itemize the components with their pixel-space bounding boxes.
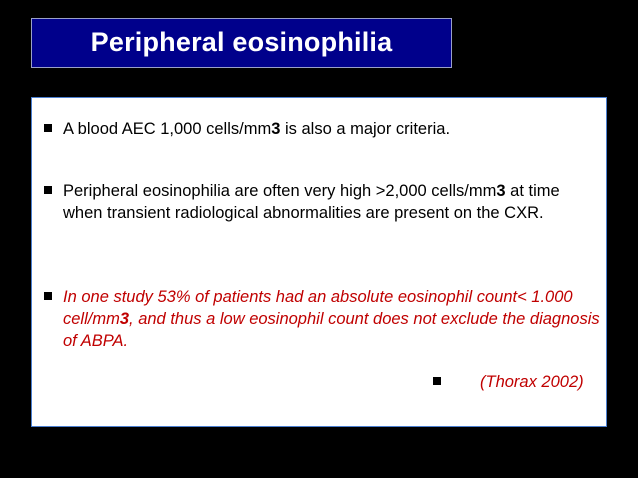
citation-item (433, 371, 584, 393)
square-bullet-icon (44, 186, 52, 194)
bullet-text-start: In one study 53% of patients had an absolute eosinophil count< 1.000 cell/mm (63, 288, 573, 328)
bullet-text-start: A blood AEC 1,000 cells/mm (63, 120, 272, 138)
content-box (31, 97, 607, 427)
bullet-text-bold: 3 (496, 182, 506, 200)
bullet-item (44, 118, 600, 140)
bullet-text-end: , and thus a low eosinophil count does not exclude the diagnosis of ABPA. (63, 310, 600, 350)
bullet-text-end: is also a major criteria. (280, 120, 451, 138)
citation-text: (Thorax 2002) (480, 373, 584, 391)
bullet-text-bold: 3 (119, 310, 130, 328)
bullet-text-start: Peripheral eosinophilia are often very high >2,000 cells/mm (63, 182, 497, 200)
title-box (31, 18, 452, 68)
bullet-text-bold: 3 (271, 120, 281, 138)
bullet-text (63, 286, 600, 352)
square-bullet-icon (433, 377, 441, 385)
bullet-item (44, 180, 600, 224)
bullet-text (63, 180, 600, 224)
bullet-text (63, 118, 600, 140)
square-bullet-icon (44, 124, 52, 132)
bullet-text-end: at time when transient radiological abnormalities are present on the CXR. (63, 182, 560, 222)
square-bullet-icon (44, 292, 52, 300)
slide-title: Peripheral eosinophilia (90, 26, 393, 57)
bullet-item (44, 286, 600, 352)
